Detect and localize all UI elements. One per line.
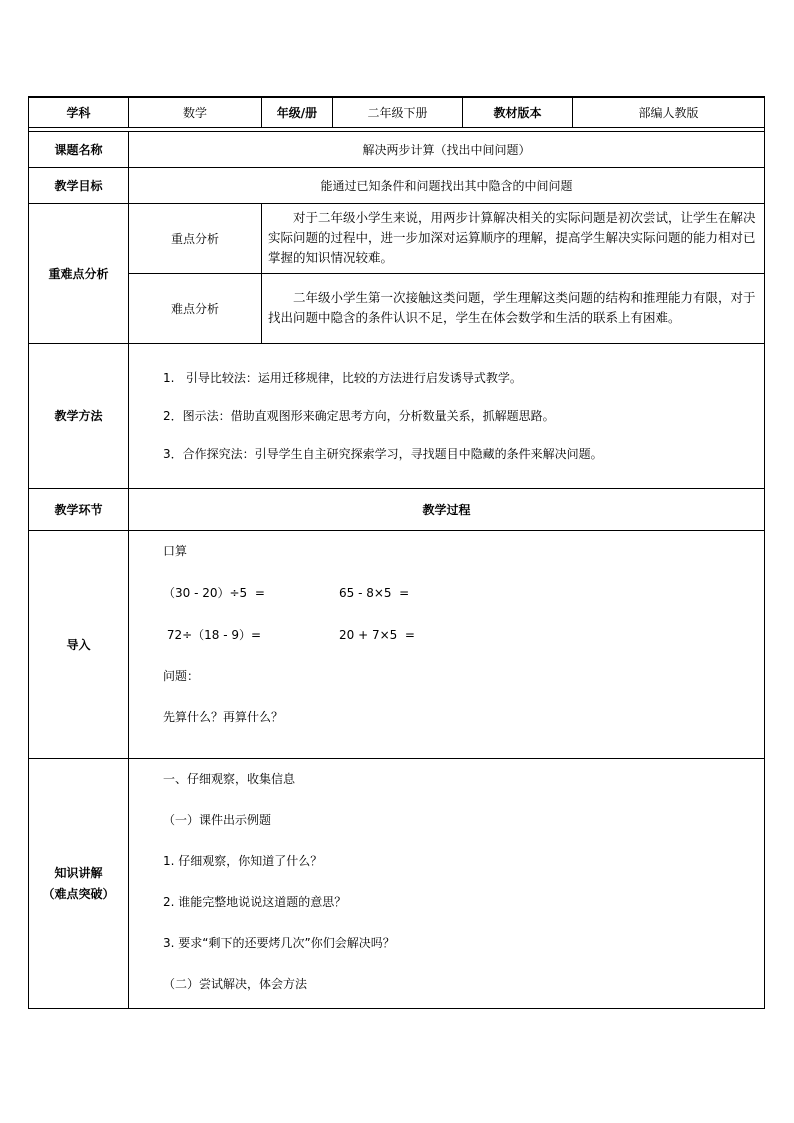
hard-analysis-paragraph: 二年级小学生第一次接触这类问题，学生理解这类问题的结构和推理能力有限，对于找出问题中隐含的条件认识不足，学生在体会数学和生活的联系上有困难。 bbox=[268, 290, 756, 325]
intro-heading: 口算 bbox=[163, 543, 188, 558]
hard-analysis-text bbox=[262, 273, 765, 343]
goal-value: 能通过已知条件和问题找出其中隐含的中间问题 bbox=[129, 167, 765, 203]
knowledge-content bbox=[129, 758, 765, 1008]
calc-row-2 bbox=[129, 614, 764, 656]
intro-content bbox=[129, 530, 765, 758]
knowledge-label-line1: 知识讲解 bbox=[54, 866, 103, 880]
grade-value: 二年级下册 bbox=[333, 97, 463, 127]
subject-value: 数学 bbox=[129, 97, 262, 127]
grade-label: 年级/册 bbox=[262, 97, 333, 127]
method-item-1: 1. 引导比较法：运用迁移规律，比较的方法进行启发诱导式教学。 bbox=[163, 370, 522, 385]
knowledge-label bbox=[29, 758, 129, 1008]
edition-label: 教材版本 bbox=[463, 97, 573, 127]
subject-label: 学科 bbox=[29, 97, 129, 127]
process-header-label: 教学过程 bbox=[129, 488, 765, 530]
knowledge-line-1: 一、仔细观察，收集信息 bbox=[163, 771, 296, 786]
key-analysis-label: 重点分析 bbox=[129, 203, 262, 273]
calc-expression: 20 + 7×5 = bbox=[339, 627, 415, 642]
calc-expression: 72÷（18 - 9）= bbox=[163, 627, 262, 642]
goal-label: 教学目标 bbox=[29, 167, 129, 203]
lesson-title-label: 课题名称 bbox=[29, 131, 129, 167]
lesson-plan-table bbox=[28, 96, 764, 1009]
key-analysis-text bbox=[262, 203, 765, 273]
method-item-3: 3．合作探究法：引导学生自主研究探索学习，寻找题目中隐藏的条件来解决问题。 bbox=[163, 446, 603, 461]
analysis-label: 重难点分析 bbox=[29, 203, 129, 343]
intro-question-text: 先算什么？再算什么？ bbox=[163, 709, 284, 724]
methods-content bbox=[129, 343, 765, 488]
calc-expression: （30 - 20）÷5 = bbox=[163, 585, 265, 600]
knowledge-line-5: 3. 要求“剩下的还要烤几次”你们会解决吗？ bbox=[163, 935, 395, 950]
edition-value: 部编人教版 bbox=[573, 97, 765, 127]
intro-question-label: 问题： bbox=[163, 668, 200, 683]
calc-expression: 65 - 8×5 = bbox=[339, 585, 410, 600]
knowledge-line-4: 2. 谁能完整地说说这道题的意思？ bbox=[163, 894, 347, 909]
hard-analysis-label: 难点分析 bbox=[129, 273, 262, 343]
lesson-title-value: 解决两步计算（找出中间问题） bbox=[129, 131, 765, 167]
key-analysis-paragraph: 对于二年级小学生来说，用两步计算解决相关的实际问题是初次尝试，让学生在解决实际问题的过程中，进一步加深对运算顺序的理解，提高学生解决实际问题的能力相对已掌握的知识情况较难。 bbox=[268, 210, 756, 265]
method-item-2: 2．图示法：借助直观图形来确定思考方向，分析数量关系，抓解题思路。 bbox=[163, 408, 555, 423]
stage-header-label: 教学环节 bbox=[29, 488, 129, 530]
knowledge-line-3: 1. 仔细观察，你知道了什么？ bbox=[163, 853, 323, 868]
methods-label: 教学方法 bbox=[29, 343, 129, 488]
knowledge-line-6: （二）尝试解决，体会方法 bbox=[163, 976, 308, 991]
knowledge-label-line2: （难点突破） bbox=[42, 887, 115, 901]
intro-label: 导入 bbox=[29, 530, 129, 758]
calc-row-1 bbox=[129, 572, 764, 614]
knowledge-line-2: （一）课件出示例题 bbox=[163, 812, 272, 827]
